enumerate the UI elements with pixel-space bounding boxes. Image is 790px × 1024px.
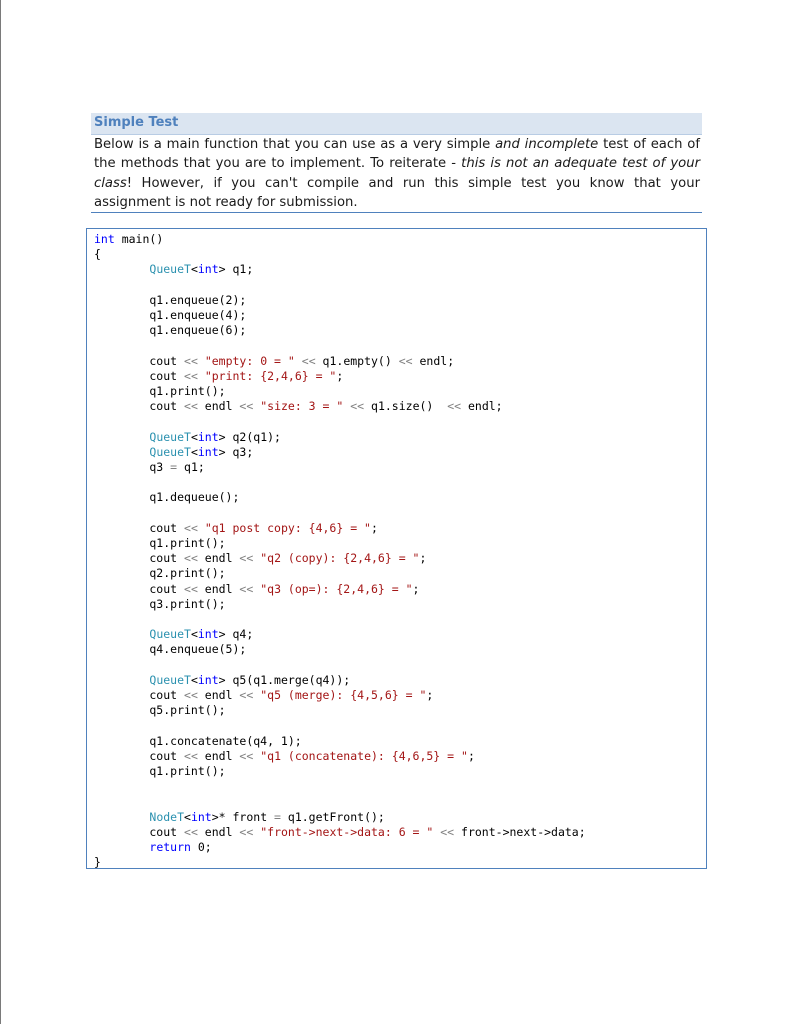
code-line: QueueT<int> q5(q1.merge(q4)); [149,672,351,687]
code-line: q4.enqueue(5); [94,642,247,657]
code-line: cout << endl << "front->next->data: 6 = " << front->next->data; [94,824,586,839]
page-left-border [0,0,1,1024]
intro-bottom-rule [91,212,702,213]
code-listing [94,232,586,871]
code-line: q1.dequeue(); [94,490,240,505]
code-line: q1.enqueue(6); [94,323,247,338]
code-line: { [94,247,101,262]
code-line: QueueT<int> q4; [149,627,254,642]
code-line: q1.concatenate(q4, 1); [94,733,302,748]
code-line: q5.print(); [94,703,226,718]
code-line: cout << endl << "q5 (merge): {4,5,6} = "; [94,688,434,703]
code-line: int main() [94,232,164,246]
intro-paragraph [94,135,700,212]
intro-text-3: ! However, if you can't compile and run this simple test you know that your assignment is not ready for submission. [94,175,700,210]
code-line: q1.enqueue(4); [94,308,247,323]
code-line: q3 = q1; [94,460,205,475]
section-title: Simple Test [94,115,179,130]
code-line: q2.print(); [94,566,226,581]
code-line: q1.enqueue(2); [94,292,247,307]
code-listing-box [86,228,707,869]
code-line: cout << endl << "q3 (op=): {2,4,6} = "; [94,581,420,596]
code-line: cout << "print: {2,4,6} = "; [94,368,344,383]
code-line: } [94,855,101,870]
code-line: NodeT<int>* front = q1.getFront(); [149,809,385,824]
intro-emphasis-1: and incomplete [495,137,599,152]
code-line: q1.print(); [94,384,226,399]
code-line: cout << endl << "size: 3 = " << q1.size() << endl; [94,399,503,414]
intro-text-1: Below is a main function that you can use as a very simple [94,137,496,152]
code-line: return 0; [149,840,212,855]
intro-emphasis-2: this is not an adequate test of your class [94,156,700,191]
code-line: q1.print(); [94,764,226,779]
code-line: q3.print(); [94,596,226,611]
code-line: cout << "empty: 0 = " << q1.empty() << endl; [94,353,455,368]
code-line: QueueT<int> q3; [149,444,254,459]
intro-text-2: test of each of the methods that you are to implement. To reiterate - [94,137,700,172]
section-header [91,113,702,135]
code-line: cout << endl << "q2 (copy): {2,4,6} = "; [94,551,427,566]
code-line: cout << endl << "q1 (concatenate): {4,6,5} = "; [94,748,475,763]
code-line: q1.print(); [94,536,226,551]
code-line: QueueT<int> q1; [149,262,254,277]
code-line: cout << "q1 post copy: {4,6} = "; [94,520,378,535]
code-line: QueueT<int> q2(q1); [149,429,281,444]
